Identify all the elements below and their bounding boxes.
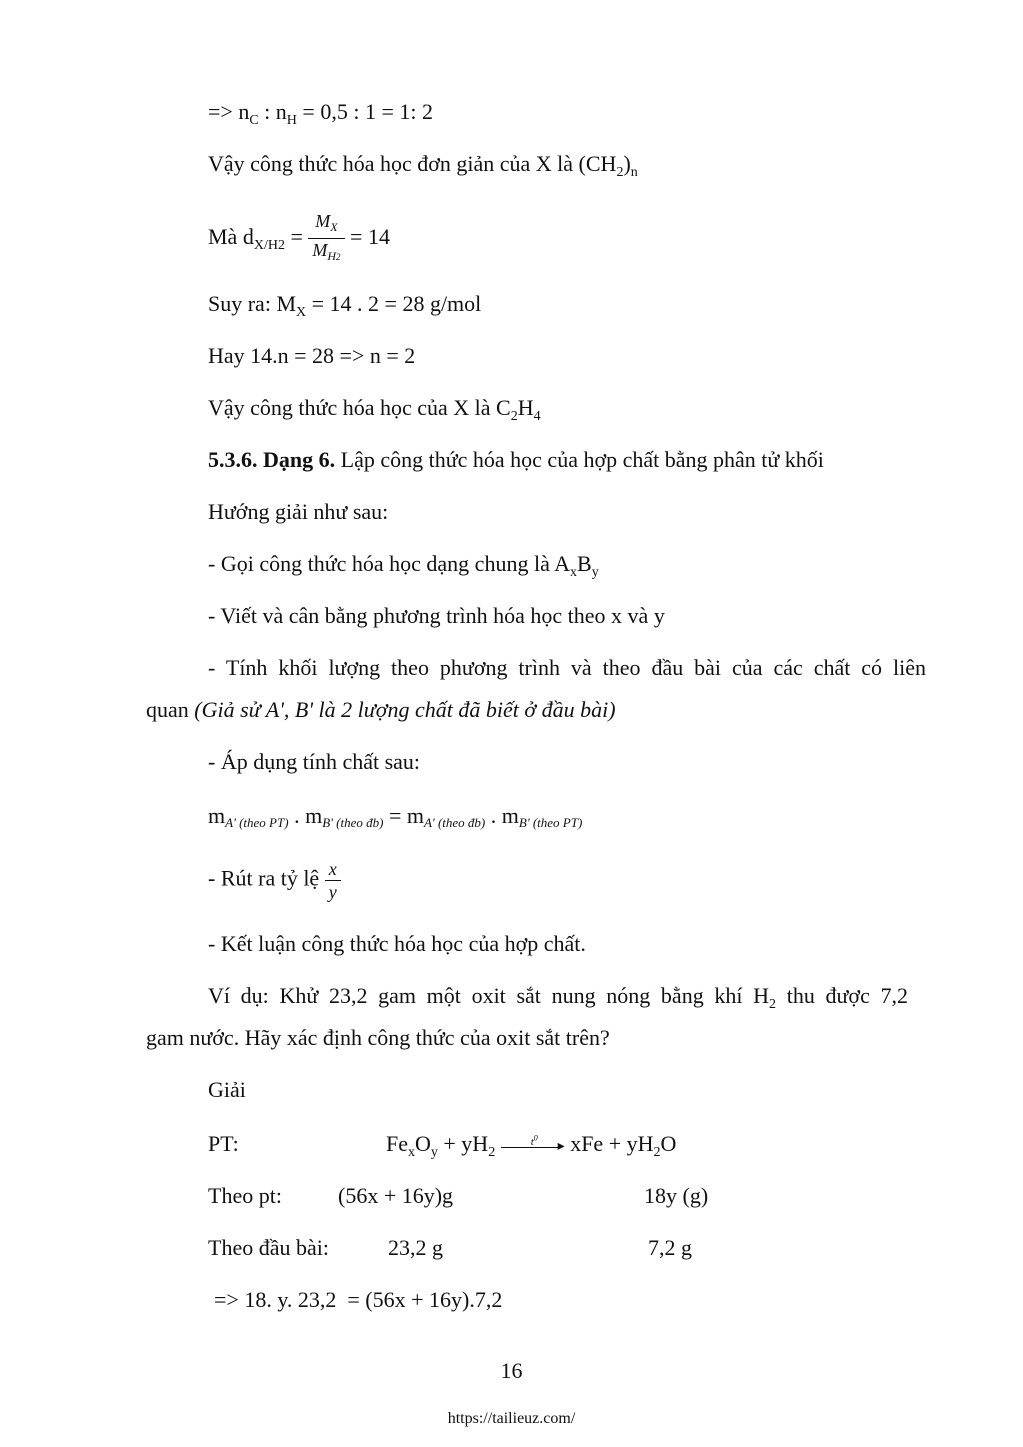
section-heading: 5.3.6. Dạng 6. Lập công thức hóa học của hợp chất bằng phân tử khối bbox=[208, 447, 824, 472]
line-mass-equation: mA' (theo PT) . mB' (theo đb) = mA' (theo đb) . mB' (theo PT) bbox=[208, 803, 583, 830]
step-ratio: - Rút ra tỷ lệ $\frac{x}{y}$ bbox=[208, 858, 341, 903]
line-density-formula: Mà $d_{X/H2}$ = $\frac{M_X}{M_{H2}}$ = 14 bbox=[208, 210, 390, 268]
example-line-1: Ví dụ: Khử 23,2 gam một oxit sắt nung nóng bằng khí $H_2$ thu được 7,2 bbox=[208, 983, 909, 1012]
reaction-equation: $Fe_xO_y + yH_2$ $t^0$ ▸ xFe + $yH_2O$ bbox=[386, 1131, 677, 1160]
line-final-formula: Vậy công thức hóa học của X là $C_2H_4$ bbox=[208, 395, 541, 424]
row-theo-de-right: 7,2 g bbox=[648, 1235, 692, 1260]
line-ratio: => $n_C$ : $n_H = 0,5$ : 1 = 1: 2 bbox=[208, 99, 433, 128]
line-guide-intro: Hướng giải như sau: bbox=[208, 499, 389, 524]
row-theo-pt-left: (56x + 16y)g bbox=[338, 1183, 454, 1208]
step-general-formula: - Gọi công thức hóa học dạng chung là $A_xB_y$ bbox=[208, 551, 599, 580]
example-line-2: gam nước. Hãy xác định công thức của oxit sắt trên? bbox=[146, 1025, 610, 1050]
step-balance-equation: - Viết và cân bằng phương trình hóa học theo x và y bbox=[208, 603, 665, 628]
line-n-value: Hay 14.n = 28 => n = 2 bbox=[208, 343, 416, 368]
line-molar-mass: Suy ra: $M_X = 14$ . 2 = 28 g/mol bbox=[208, 291, 482, 320]
step-mass-calc-cont: quan (Giả sử A', B' là 2 lượng chất đã biết ở đầu bài) bbox=[146, 697, 616, 722]
page-number: 16 bbox=[500, 1358, 523, 1383]
step-apply-property: - Áp dụng tính chất sau: bbox=[208, 749, 421, 774]
density-fraction: $\frac{M_X}{M_{H2}}$ bbox=[308, 210, 344, 268]
step-mass-calc: - Tính khối lượng theo phương trình và theo đầu bài của các chất có liên bbox=[208, 655, 926, 680]
row-theo-de-left: 23,2 g bbox=[388, 1235, 443, 1260]
ratio-fraction: $\frac{x}{y}$ bbox=[325, 858, 341, 903]
line-final-equation: => 18. y. 23,2 = (56x + 16y).7,2 bbox=[214, 1287, 503, 1312]
row-theo-de-label: Theo đầu bài: bbox=[208, 1235, 329, 1260]
row-theo-pt-right: 18y (g) bbox=[644, 1183, 709, 1208]
reaction-label: PT: bbox=[208, 1131, 239, 1156]
line-simple-formula: Vậy công thức hóa học đơn giản của X là $(CH_2)_n$ bbox=[208, 151, 638, 180]
reaction-arrow-icon: $t^0$ ▸ bbox=[501, 1136, 565, 1156]
solution-heading: Giải bbox=[208, 1077, 246, 1102]
row-theo-pt-label: Theo pt: bbox=[208, 1183, 282, 1208]
footer-url[interactable]: https://tailieuz.com/ bbox=[447, 1410, 576, 1427]
step-conclusion: - Kết luận công thức hóa học của hợp chất. bbox=[208, 931, 586, 956]
